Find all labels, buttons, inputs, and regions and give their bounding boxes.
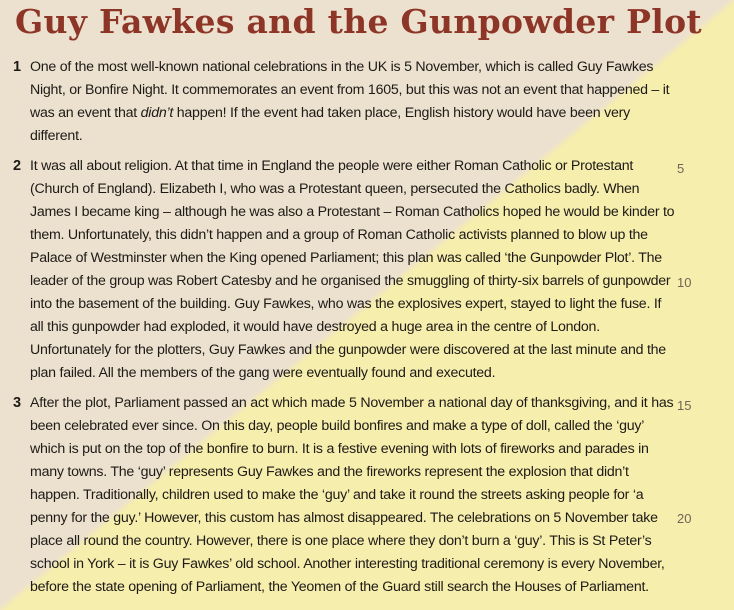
emphasis-word: didn’t <box>140 105 174 121</box>
paragraph-number: 2 <box>13 158 22 174</box>
paragraph-2 <box>13 155 677 385</box>
paragraph-1 <box>13 56 677 148</box>
paragraph-text <box>30 56 677 148</box>
paragraph-number: 1 <box>13 59 22 75</box>
paragraph-text-end: happen! If the event had taken place, English history would have been very different. <box>30 105 630 144</box>
paragraph-text-start: One of the most well-known national celebrations in the UK is 5 November, which is called Guy Fawkes Night, or Bonfire Night. It commemorates an event from 1605, but this was not an event that happened – it was an event that <box>30 59 670 121</box>
paragraph-text: It was all about religion. At that time in England the people were either Roman Catholic or Protestant (Church of England). Elizabeth I, who was a Protestant queen, persecuted the Catholics badly. When James I became king – although he was also a Protestant – Roman Catholics hoped he would be kinder to them. Unfortunately, this didn’t happen and a group of Roman Catholic activists planned to blow up the Palace of Westminster when the King opened Parliament; this plan was called ‘the Gunpowder Plot’. The leader of the group was Robert Catesby and he organised the smuggling of thirty-six barrels of gunpowder into the basement of the building. Guy Fawkes, who was the explosives expert, stayed to light the fuse. If all this gunpowder had exploded, it would have destroyed a huge area in the centre of London. Unfortunately for the plotters, Guy Fawkes and the gunpowder were discovered at the last minute and the plan failed. All the members of the gang were eventually found and executed. <box>30 158 675 381</box>
paragraph-text: After the plot, Parliament passed an act which made 5 November a national day of thanksgiving, and it has been celebrated ever since. On this day, people build bonfires and make a type of doll, called the ‘guy’ which is put on the top of the bonfire to burn. It is a festive evening with lots of fireworks and parades in many towns. The ‘guy’ represents Guy Fawkes and the fireworks represent the explosion that didn’t happen. Traditionally, children used to make the ‘guy’ and take it round the streets asking people for ‘a penny for the guy.’ However, this custom has almost disappeared. The celebrations on 5 November take place all round the country. However, there is one place where they don’t burn a ‘guy’. This is St Peter’s school in York – it is Guy Fawkes’ old school. Another interesting traditional ceremony is every November, before the state opening of Parliament, the Yeomen of the Guard still search the Houses of Parliament. <box>30 395 674 595</box>
paragraph-3 <box>13 392 677 599</box>
line-number: 5 <box>677 161 685 176</box>
page-title: Guy Fawkes and the Gunpowder Plot <box>15 2 702 41</box>
line-number: 10 <box>677 275 692 290</box>
paragraph-number: 3 <box>13 395 22 411</box>
line-number: 20 <box>677 511 692 526</box>
line-number: 15 <box>677 398 692 413</box>
